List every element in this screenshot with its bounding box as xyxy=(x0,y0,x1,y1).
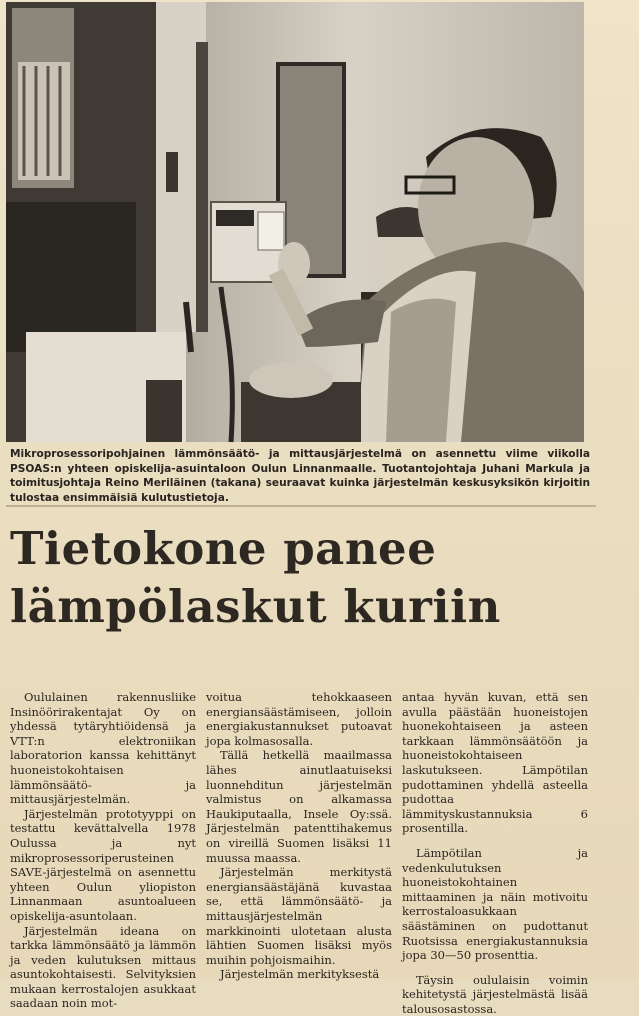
paragraph: Tällä hetkellä maailmassa lähes ainutlaatuiseksi luonnehditun järjestelmän valmistus on alkamassa Haukiputaalla, Insele Oy:ssä. Järjestelmän patenttihakemus on vireillä Suomen lisäksi 11 muussa maassa. xyxy=(206,748,392,865)
paragraph: Järjestelmän merkitystä energiansäästäjänä kuvastaa se, että lämmönsäätö- ja mittausjärjestelmän markkinointi ulotetaan alusta lähtien Suomen lisäksi myös muihin pohjoismaihin. xyxy=(206,865,392,967)
article-column-1 xyxy=(10,690,196,1011)
paragraph: Oululainen rakennusliike Insinöörirakentajat Oy on yhdessä tytäryhtiöidensä ja VTT:n elektroniikan laboratorion kanssa kehittänyt huoneistokohtaisen lämmönsäätö- ja mittausjärjestelmän. xyxy=(10,690,196,807)
photograph-icon xyxy=(6,2,584,442)
paragraph: Järjestelmän merkityksestä xyxy=(220,967,380,982)
photo-caption: Mikroprosessoripohjainen lämmönsäätö- ja mittausjärjestelmä on asennettu viime viikolla PSOAS:n yhteen opiskelija-asuintaloon Oulun Linnanmaalle. Tuotantojohtaja Juhani Markula ja toimitusjohtaja Reino Meriläinen (takana) seuraavat kuinka järjestelmän keskusyksikön kirjoitin tulostaa ensimmäisiä kulutustietoja. xyxy=(10,448,590,504)
headline-line-2: lämpölaskut kuriin xyxy=(10,580,501,633)
divider xyxy=(6,505,596,507)
paragraph: Järjestelmän ideana on tarkka lämmönsäätö ja lämmön ja veden kulutuksen mittaus asuntokohtaisesti. Selvityksien mukaan kerrostalojen asukkaat saadaan noin mot- xyxy=(10,923,196,1011)
article-column-3 xyxy=(402,690,588,1016)
news-photograph xyxy=(6,2,584,442)
article-column-2 xyxy=(206,690,392,982)
paragraph: voitua tehokkaaseen energiansäästämiseen, jolloin energiakustannukset putoavat jopa kolmasosalla. xyxy=(206,690,392,748)
paragraph: Järjestelmän prototyyppi on testattu kevättalvella 1978 Oulussa ja nyt mikroprosessoriperusteinen SAVE-järjestelmä on asennettu yhteen Oulun yliopiston Linnanmaan asuntoalueen opiskelija-asuntolaan. xyxy=(10,806,196,923)
headline-line-1: Tietokone panee xyxy=(10,522,437,575)
paragraph: Lämpötilan ja vedenkulutuksen huoneistokohtainen mittaaminen ja näin motivoitu kerrostaloasukkaan säästäminen on pudottanut Ruotsissa energiakustannuksia jopa 30—50 prosenttia. xyxy=(402,845,588,963)
article-headline xyxy=(10,520,620,636)
paragraph: antaa hyvän kuvan, että sen avulla päästään huoneistojen huonekohtaiseen ja asteen tarkkaan lämmönsäätöön ja huoneistokohtaiseen laskutukseen. Lämpötilan pudottaminen yhdellä asteella pudottaa lämmityskustannuksia 6 prosentilla. xyxy=(402,690,588,836)
paragraph: Täysin oululaisin voimin kehitetystä järjestelmästä lisää talousosastossa. xyxy=(402,972,588,1016)
